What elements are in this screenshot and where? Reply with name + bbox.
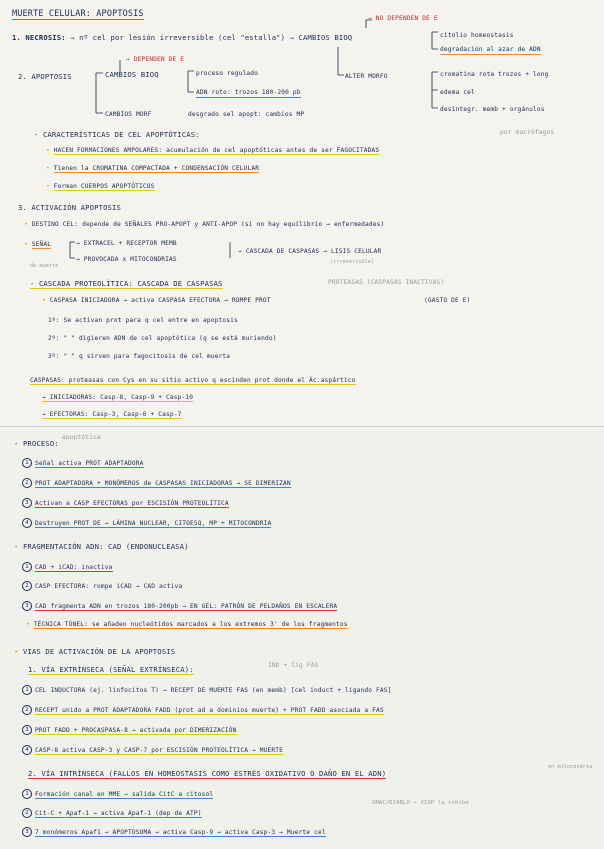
no-dependen-label: → NO DEPENDEN DE E bbox=[368, 15, 438, 22]
number-3-icon: 3 bbox=[22, 601, 32, 611]
necrosis-cambio-2: degradación al azar de ADN bbox=[440, 46, 541, 53]
morfo-3: desintegr. memb + orgánulos bbox=[440, 106, 545, 113]
cambios-morf-text: desgrado sel apopt: cambios MP bbox=[188, 111, 305, 118]
destino-text: DESTINO CEL: depende de SEÑALES PRO-APOPT y ANTI-APOP (si no hay equilibrio → enfermedades) bbox=[31, 221, 385, 228]
extrinseca-step-text: RECEPT unido a PROT ADAPTADORA FADD (prot ad a dominios muerte) + PROT FADD asociada a FAS bbox=[35, 707, 384, 714]
cascada-note: PROTEASAS (CASPASAS INACTIVAS) bbox=[328, 279, 445, 286]
number-1-icon: 1 bbox=[22, 562, 32, 572]
bullet-dot-icon: • bbox=[46, 147, 50, 154]
extrinseca-step bbox=[22, 705, 384, 715]
morfo-2: edema cel bbox=[440, 89, 475, 96]
tecnica-tunel bbox=[26, 620, 348, 629]
senal-sub: de muerte bbox=[30, 263, 59, 269]
efectoras-text: → EFECTORAS: Casp-3, Casp-6 + Casp-7 bbox=[42, 411, 182, 418]
caspasas-def-text: CASPASAS: proteasas con Cys en su sitio activo q escinden prot donde el Ác.aspártico bbox=[30, 377, 356, 384]
cascada-caspasas: → CASCADA DE CASPASAS → LISIS CELULAR bbox=[238, 248, 382, 255]
via-extrinseca-text: 1. VÍA EXTRÍNSECA (SEÑAL EXTRÍNSECA): bbox=[28, 665, 194, 674]
fragmentacion-step bbox=[22, 581, 182, 591]
inhibe-note: SMAC/DIABLO → XIAP la inhibe bbox=[372, 800, 469, 806]
cascada-sub: (irreversible) bbox=[330, 259, 375, 265]
necrosis-text: → nº cel por lesión irreversible (cel "estalla") → CAMBIOS BIOQ bbox=[70, 33, 353, 42]
step-3: 3º: " " q sirven para fagocitosis de cel muerta bbox=[48, 353, 231, 360]
notes-page-bottom bbox=[0, 426, 604, 849]
caracteristica-item bbox=[46, 164, 259, 173]
provocada: → PROVOCADA x MITOCONDRIAS bbox=[76, 256, 177, 263]
apoptosis-label: 2. APOPTOSIS bbox=[18, 72, 72, 81]
activacion-heading: 3. ACTIVACIÓN APOPTOSIS bbox=[18, 203, 121, 212]
iniciadoras-text: → INICIADORAS: Casp-8, Casp-9 + Casp-10 bbox=[42, 394, 194, 401]
proceso-step bbox=[22, 478, 291, 488]
proceso-step-text: PROT ADAPTADORA + MONÓMEROS de CASPASAS INICIADORAS → SE DIMERIZAN bbox=[35, 480, 291, 487]
bullet-dot-icon: • bbox=[24, 221, 28, 228]
fragmentacion-step-text: CAD + iCAD: inactiva bbox=[35, 564, 113, 571]
caspasa-line bbox=[42, 296, 271, 305]
number-3-icon: 3 bbox=[22, 725, 32, 735]
number-1-icon: 1 bbox=[22, 789, 32, 799]
proceso-step bbox=[22, 518, 271, 528]
proceso-heading: - PROCESO: bbox=[14, 439, 59, 448]
via-intrinseca-heading bbox=[28, 769, 386, 778]
cascada-heading-text: - CASCADA PROTEOLÍTICA: CASCADA DE CASPASAS bbox=[30, 279, 223, 288]
extrinseca-step-text: CASP-8 activa CASP-3 y CASP-7 por ESCISIÓN PROTEOLÍTICA → MUERTE bbox=[35, 747, 284, 754]
senal-label bbox=[24, 240, 51, 249]
senal-text: SEÑAL bbox=[31, 241, 52, 248]
adn-roto: ADN roto: trozos 180-200 pb bbox=[196, 89, 301, 96]
cambios-morf-label: CAMBIOS MORF bbox=[105, 111, 152, 118]
intrinseca-step bbox=[22, 827, 326, 837]
intrinseca-note: en mitocondria bbox=[548, 764, 593, 770]
necrosis-cambio-1: citolio homeostasis bbox=[440, 32, 514, 39]
proceso-step-text: Destruyen PROT DE → LÁMINA NUCLEAR, CITOESQ, MP + MITOCONDRIA bbox=[35, 520, 272, 527]
caspasa-line-text: CASPASA INICIADORA → activa CASPASA EFECTORA → ROMPE PROT bbox=[49, 297, 271, 304]
number-4-icon: 4 bbox=[22, 745, 32, 755]
caracteristica-text: HACEN FORMACIONES AMPOLARES: acumulación de cel apoptóticas antes de ser FAGOCITADAS bbox=[53, 147, 380, 154]
intrinseca-step-text: Cit-C + Apaf-1 → activa Apaf-1 (dep de ATP) bbox=[35, 810, 202, 817]
extrinseca-note: IND + lig FAS bbox=[268, 662, 319, 669]
intrinseca-step bbox=[22, 808, 202, 818]
caracteristica-item bbox=[46, 182, 155, 191]
proceso-step-text: Señal activa PROT ADAPTADORA bbox=[35, 460, 144, 467]
caspasas-def bbox=[30, 376, 356, 385]
proceso-step bbox=[22, 498, 229, 508]
fragmentacion-step-text: CASP EFECTORA: rompe iCAD → CAD activa bbox=[35, 583, 183, 590]
bullet-dot-icon: • bbox=[26, 621, 30, 628]
necrosis-row bbox=[12, 33, 352, 42]
extrinseca-step bbox=[22, 745, 283, 755]
number-1-icon: 1 bbox=[22, 685, 32, 695]
necrosis-label: 1. NECROSIS: bbox=[12, 33, 66, 42]
morfo-1: cromatina rota trozos + long bbox=[440, 71, 549, 78]
bullet-dot-icon: • bbox=[46, 183, 50, 190]
intrinseca-step bbox=[22, 789, 213, 799]
vias-heading bbox=[14, 647, 175, 656]
step-2: 2º: " " digieren ADN de cel apoptótica (q se está muriendo) bbox=[48, 335, 277, 342]
via-intrinseca-text: 2. VÍA INTRÍNSECA (FALLOS EN HOMEOSTASIS COMO ESTRÉS OXIDATIVO O DAÑO EN EL ADN) bbox=[28, 769, 387, 778]
number-1-icon: 1 bbox=[22, 458, 32, 468]
bullet-dot-icon: • bbox=[24, 241, 28, 248]
number-3-icon: 3 bbox=[22, 498, 32, 508]
dependen-label: → DEPENDEN DE E bbox=[126, 56, 185, 63]
caracteristica-item bbox=[46, 146, 379, 155]
bullet-dot-icon: • bbox=[14, 647, 19, 656]
fragmentacion-step bbox=[22, 562, 113, 572]
number-3-icon: 3 bbox=[22, 827, 32, 837]
page-title-text: MUERTE CELULAR: APOPTOSIS bbox=[12, 9, 144, 19]
iniciadoras bbox=[42, 393, 193, 402]
cascada-heading bbox=[30, 279, 223, 288]
fragmentacion-step bbox=[22, 601, 337, 611]
number-4-icon: 4 bbox=[22, 518, 32, 528]
fragmentacion-heading: - FRAGMENTACIÓN ADN: CAD (ENDONUCLEASA) bbox=[14, 542, 189, 551]
extrinseca-step bbox=[22, 725, 237, 735]
number-2-icon: 2 bbox=[22, 478, 32, 488]
caracteristicas-heading: - CARACTERÍSTICAS DE CEL APOPTÓTICAS: bbox=[34, 130, 200, 139]
via-extrinseca-heading bbox=[28, 665, 194, 674]
vias-heading-text: VIAS DE ACTIVACIÓN DE LA APOPTOSIS bbox=[22, 647, 176, 656]
alter-morfo-label: ALTER MORFO bbox=[345, 73, 388, 80]
number-2-icon: 2 bbox=[22, 808, 32, 818]
intrinseca-step-text: Formación canal en MME → salida CitC a citosol bbox=[35, 791, 214, 798]
efectoras bbox=[42, 410, 182, 419]
extrinseca-step-text: CEL INDUCTORA (ej. linfocitos T) → RECEPT DE MUERTE FAS (en memb) [cel induct + ligando FAS] bbox=[35, 687, 392, 694]
caracteristicas-note: por macrófagos bbox=[500, 129, 555, 136]
proceso-regulado: proceso regulado bbox=[196, 70, 259, 77]
proceso-note: apoptótica bbox=[62, 434, 101, 441]
destino-cel bbox=[24, 220, 384, 229]
gasto-e: (GASTO DE E) bbox=[424, 297, 471, 304]
cambios-bioq-label: CAMBIOS BIOQ bbox=[105, 70, 159, 79]
caracteristica-text: Forman CUERPOS APOPTÓTICOS bbox=[53, 183, 155, 190]
extracel: → EXTRACEL + RECEPTOR MEMB bbox=[76, 240, 177, 247]
bullet-dot-icon: • bbox=[46, 165, 50, 172]
proceso-step bbox=[22, 458, 144, 468]
caracteristica-text: Tienen la CROMATINA COMPACTADA + CONDENSACIÓN CELULAR bbox=[53, 165, 260, 172]
proceso-step-text: Activan a CASP EFECTORAS por ESCISIÓN PROTEOLÍTICA bbox=[35, 500, 229, 507]
number-2-icon: 2 bbox=[22, 705, 32, 715]
page-title bbox=[12, 10, 144, 19]
extrinseca-step bbox=[22, 685, 392, 695]
tecnica-tunel-text: TÉCNICA TÚNEL: se añaden nucleótidos marcados a los extremos 3' de los fragmentos bbox=[33, 621, 348, 628]
intrinseca-step-text: 7 monómeros Apaf1 → APOPTOSOMA → activa Casp-9 → activa Casp-3 → Muerte cel bbox=[35, 829, 326, 836]
number-2-icon: 2 bbox=[22, 581, 32, 591]
fragmentacion-step-text: CAD fragmenta ADN en trozos 180-200pb → EN GEL: PATRÓN DE PELDAÑOS EN ESCALERA bbox=[35, 603, 338, 610]
bullet-dot-icon: • bbox=[42, 297, 46, 304]
extrinseca-step-text: PROT FADD + PROCASPASA-8 → activada por DIMERIZACIÓN bbox=[35, 727, 237, 734]
step-1: 1º: Se activan prot para q cel entre en apoptosis bbox=[48, 317, 238, 324]
